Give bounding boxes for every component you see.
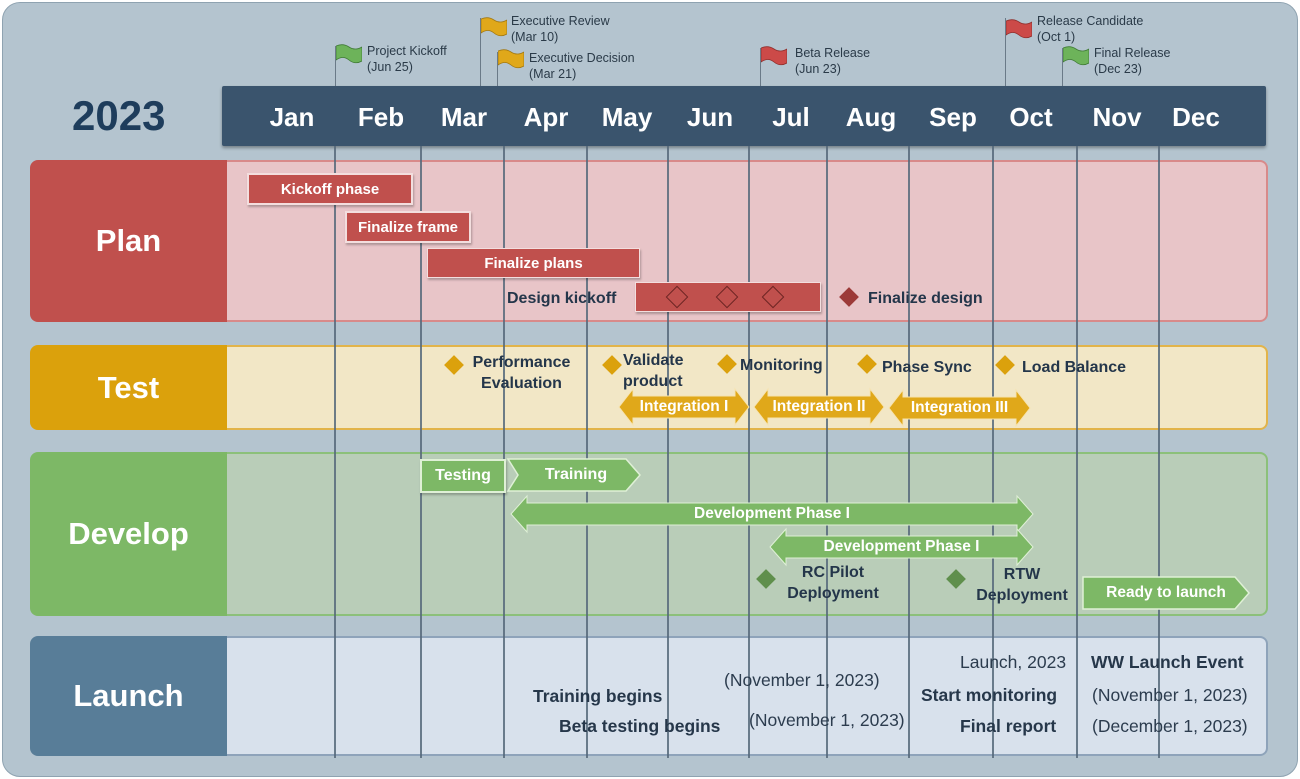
month-nov: Nov xyxy=(1092,102,1142,132)
month-apr: Apr xyxy=(523,102,569,132)
milestone-date: (Mar 10) xyxy=(511,30,559,44)
performance-evaluation-label: Performance Evaluation xyxy=(472,354,571,392)
gridline xyxy=(503,146,505,758)
month-sep: Sep xyxy=(929,102,977,132)
launch-2023-label: Launch, 2023 xyxy=(960,652,1067,672)
milestone-date: (Oct 1) xyxy=(1037,30,1076,44)
phase-sync-label: Phase Sync xyxy=(882,359,972,376)
month-aug: Aug xyxy=(845,102,897,132)
gridline xyxy=(1076,146,1078,758)
month-mar: Mar xyxy=(440,102,488,132)
lane-label-plan: Plan xyxy=(30,160,227,322)
milestone-title: Project Kickoff xyxy=(367,44,447,58)
lane-label-launch: Launch xyxy=(30,636,227,756)
month-jan: Jan xyxy=(269,102,315,132)
month-oct: Oct xyxy=(1009,102,1053,132)
bar-finalize-plans: Finalize plans xyxy=(427,248,640,278)
design-kickoff-label: Design kickoff xyxy=(507,290,617,307)
gridline xyxy=(667,146,669,758)
rc-pilot-deployment-label: RC Pilot Deployment xyxy=(787,564,879,602)
year-label: 2023 xyxy=(72,92,166,139)
lane-label-develop: Develop xyxy=(30,452,227,616)
month-jul: Jul xyxy=(772,102,810,132)
gridline xyxy=(826,146,828,758)
milestone-date: (Jun 23) xyxy=(795,62,841,76)
launch-date-1: (November 1, 2023) xyxy=(724,670,880,690)
milestone-title: Executive Decision xyxy=(529,51,635,65)
rtw-deployment-label: RTW Deployment xyxy=(976,566,1068,604)
development-phase-a-label: Development Phase I xyxy=(694,505,850,522)
validate-product-label: Validate product xyxy=(623,352,684,390)
gridline xyxy=(586,146,588,758)
month-jun: Jun xyxy=(686,102,734,132)
launch-date-3: (November 1, 2023) xyxy=(1092,685,1248,705)
launch-date-2: (November 1, 2023) xyxy=(749,710,905,730)
launch-date-4: (December 1, 2023) xyxy=(1092,716,1248,736)
bar-testing: Testing xyxy=(420,459,506,493)
month-may: May xyxy=(601,102,653,132)
milestone-title: Executive Review xyxy=(511,14,610,28)
milestone-date: (Jun 25) xyxy=(367,60,413,74)
gridline xyxy=(908,146,910,758)
milestone-date: (Dec 23) xyxy=(1094,62,1142,76)
final-report-label: Final report xyxy=(960,716,1057,736)
ready-to-launch-label: Ready to launch xyxy=(1106,584,1226,601)
integration-1-label: Integration I xyxy=(639,398,729,415)
training-begins-label: Training begins xyxy=(533,686,663,706)
milestone-title: Final Release xyxy=(1094,46,1171,60)
beta-testing-begins-label: Beta testing begins xyxy=(559,716,721,736)
gridline xyxy=(334,146,336,758)
monitoring-label: Monitoring xyxy=(740,357,823,374)
milestone-title: Release Candidate xyxy=(1037,14,1144,28)
month-dec: Dec xyxy=(1172,102,1220,132)
ww-launch-event-label: WW Launch Event xyxy=(1091,652,1244,672)
load-balance-label: Load Balance xyxy=(1022,359,1127,376)
finalize-design-label: Finalize design xyxy=(868,290,983,307)
milestone-date: (Mar 21) xyxy=(529,67,577,81)
integration-2-label: Integration II xyxy=(772,398,866,415)
month-feb: Feb xyxy=(357,102,405,132)
development-phase-b-label: Development Phase I xyxy=(823,538,980,555)
integration-3-label: Integration III xyxy=(910,399,1009,416)
gridline xyxy=(748,146,750,758)
bar-kickoff-phase: Kickoff phase xyxy=(247,173,413,205)
milestone-title: Beta Release xyxy=(795,46,871,60)
training-label: Training xyxy=(544,466,608,483)
start-monitoring-label: Start monitoring xyxy=(921,685,1058,705)
bar-finalize-frame: Finalize frame xyxy=(345,211,471,243)
lane-label-test: Test xyxy=(30,345,227,430)
